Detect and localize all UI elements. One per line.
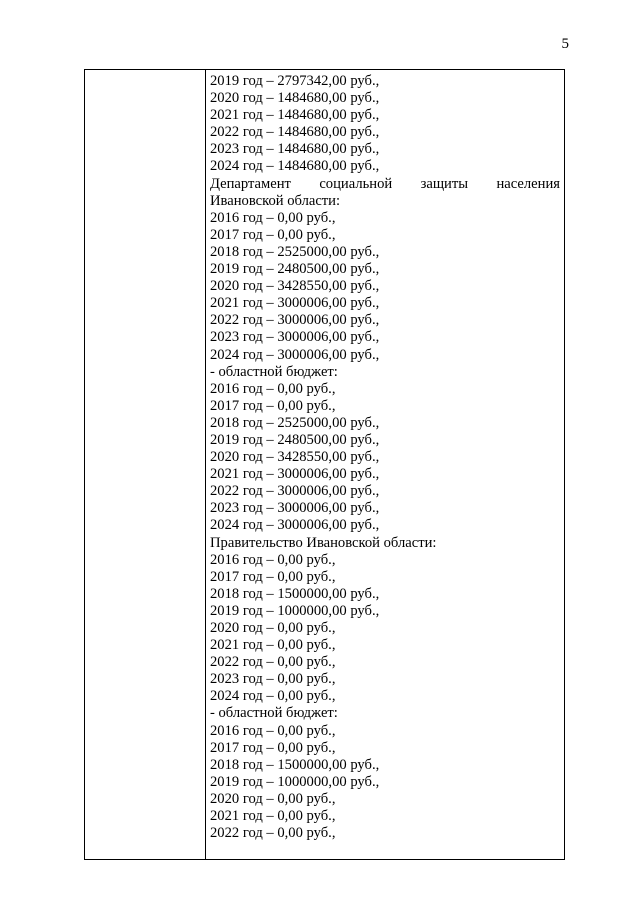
text-line: Правительство Ивановской области: [210, 534, 437, 551]
text-line: 2022 год – 3000006,00 руб., [210, 312, 380, 329]
text-line: 2016 год – 0,00 руб., [210, 209, 336, 226]
text-line: 2024 год – 0,00 руб., [210, 688, 336, 705]
text-line: - областной бюджет: [210, 705, 338, 722]
text-line: 2024 год – 3000006,00 руб., [210, 346, 380, 363]
text-line: 2019 год – 1000000,00 руб., [210, 602, 380, 619]
text-word: защиты [420, 175, 469, 192]
page-number: 5 [561, 36, 569, 52]
text-line: 2020 год – 0,00 руб., [210, 620, 336, 636]
text-line: 2022 год – 1484680,00 руб., [210, 124, 380, 141]
text-line: 2019 год – 1000000,00 руб., [210, 773, 380, 790]
text-line: 2017 год – 0,00 руб., [210, 226, 336, 243]
text-word: населения [496, 175, 560, 192]
text-line: 2019 год – 2797342,00 руб., [210, 73, 380, 89]
text-line: 2023 год – 1484680,00 руб., [210, 141, 380, 158]
text-line: 2021 год – 0,00 руб., [210, 637, 336, 654]
funding-table [84, 69, 565, 860]
text-line: 2023 год – 3000006,00 руб., [210, 500, 380, 517]
text-line: 2016 год – 0,00 руб., [210, 722, 336, 739]
text-line: 2017 год – 0,00 руб., [210, 739, 336, 756]
text-line: 2022 год – 0,00 руб., [210, 654, 336, 671]
text-line: 2016 год – 0,00 руб., [210, 380, 336, 397]
text-line [210, 176, 560, 193]
text-line: 2021 год – 1484680,00 руб., [210, 107, 380, 124]
text-line: 2020 год – 1484680,00 руб., [210, 90, 380, 107]
text-line: 2023 год – 0,00 руб., [210, 671, 336, 688]
text-line: 2017 год – 0,00 руб., [210, 568, 336, 585]
text-line: Ивановской области: [210, 192, 341, 209]
text-line: 2021 год – 3000006,00 руб., [210, 295, 380, 312]
text-line: 2019 год – 2480500,00 руб., [210, 261, 380, 278]
text-line: 2018 год – 2525000,00 руб., [210, 243, 380, 260]
text-line: 2018 год – 2525000,00 руб., [210, 414, 380, 431]
text-line: - областной бюджет: [210, 363, 338, 380]
text-line: 2022 год – 3000006,00 руб., [210, 483, 380, 500]
text-line: 2020 год – 0,00 руб., [210, 790, 336, 807]
table-right-cell [206, 70, 564, 859]
text-line: 2020 год – 3428550,00 руб., [210, 278, 380, 295]
text-line: 2023 год – 3000006,00 руб., [210, 329, 380, 346]
text-line: 2018 год – 1500000,00 руб., [210, 756, 380, 773]
text-line: 2021 год – 0,00 руб., [210, 808, 336, 825]
text-line: 2024 год – 3000006,00 руб., [210, 517, 380, 534]
table-left-cell [85, 70, 206, 859]
text-line: 2018 год – 1500000,00 руб., [210, 585, 380, 602]
text-line: 2024 год – 1484680,00 руб., [210, 158, 380, 175]
text-word: Департамент [210, 175, 291, 192]
text-line: 2022 год – 0,00 руб., [210, 825, 336, 842]
text-line: 2019 год – 2480500,00 руб., [210, 431, 380, 448]
text-word: социальной [319, 175, 393, 192]
text-line: 2020 год – 3428550,00 руб., [210, 449, 380, 466]
text-line: 2021 год – 3000006,00 руб., [210, 466, 380, 483]
text-line: 2017 год – 0,00 руб., [210, 397, 336, 414]
text-line: 2016 год – 0,00 руб., [210, 551, 336, 568]
